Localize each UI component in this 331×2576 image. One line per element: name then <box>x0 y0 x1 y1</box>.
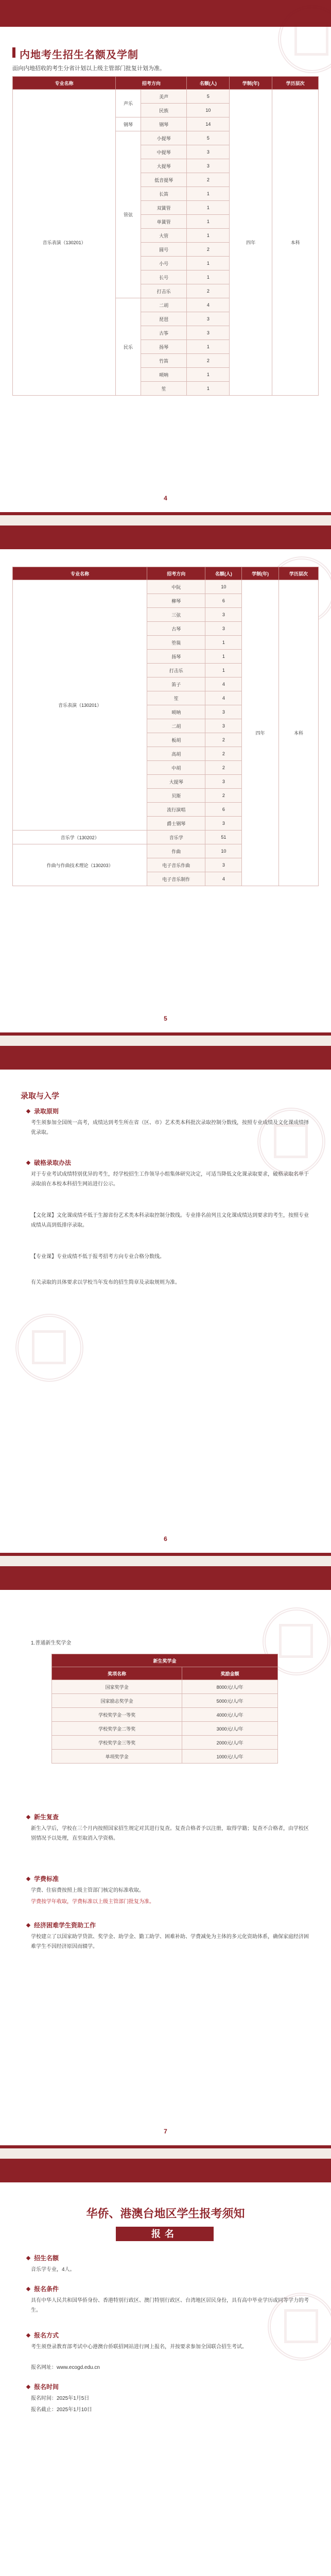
page-3 <box>0 1046 331 1556</box>
direction-cell: 板胡 <box>147 733 205 747</box>
direction-cell: 大管 <box>141 229 187 243</box>
quota-cell: 2 <box>187 173 230 187</box>
page-2 <box>0 526 331 1036</box>
amount-cell: 5000元/人/年 <box>182 1694 278 1708</box>
direction-cell: 民族 <box>141 104 187 117</box>
direction-cell: 唢呐 <box>147 705 205 719</box>
quota-cell: 5 <box>187 90 230 104</box>
quota-cell: 3 <box>205 608 242 622</box>
table-row <box>52 1694 278 1708</box>
quota-cell: 2 <box>187 243 230 257</box>
quota-cell: 1 <box>187 201 230 215</box>
bullet-icon <box>26 2256 30 2260</box>
header-years: 学制(年) <box>242 567 278 580</box>
years-cell: 四年 <box>230 90 272 396</box>
bullet-icon <box>26 1161 30 1165</box>
major-cell: 音乐学（130202） <box>13 831 147 844</box>
amount-cell: 3000元/人/年 <box>182 1722 278 1736</box>
direction-cell: 扬琴 <box>147 650 205 664</box>
level-cell: 本科 <box>272 90 319 396</box>
paragraph: 有关录取的具体要求以学校当年发布的招生简章及录取规则为准。 <box>31 1280 180 1285</box>
quota-cell: 3 <box>205 719 242 733</box>
direction-cell: 笙 <box>141 382 187 396</box>
page-title: 内地考生招生名额及学制 <box>20 49 138 61</box>
top-band <box>0 526 331 549</box>
direction-cell: 电子音乐作曲 <box>147 858 205 872</box>
direction-cell: 爵士钢琴 <box>147 817 205 831</box>
table-row <box>52 1736 278 1750</box>
direction-cell: 美声 <box>141 90 187 104</box>
direction-cell: 扬琴 <box>141 340 187 354</box>
paragraph: 学费、住宿费按照上级主管部门核定的标准收取。 <box>31 1888 144 1893</box>
direction-cell: 琵琶 <box>141 312 187 326</box>
page-number: 7 <box>164 2128 167 2135</box>
quota-cell: 10 <box>205 844 242 858</box>
paragraph: 【专业课】专业成绩不低于报考招考方向专业合格分数线。 <box>31 1254 165 1260</box>
direction-cell: 贝斯 <box>147 789 205 803</box>
quota-cell: 3 <box>187 326 230 340</box>
paragraph: 报名截止：2025年1月10日 <box>31 2407 92 2413</box>
direction-cell: 电子音乐制作 <box>147 872 205 886</box>
paragraph: 【文化课】文化课成绩不低于生源省份艺术类本科录取控制分数线。专业排名前列且文化课成绩达到要求的考生，按照专业成绩从高到低排序录取。 <box>31 1213 309 1228</box>
award-cell: 学校奖学金二等奖 <box>52 1722 182 1736</box>
page-5 <box>0 2159 331 2576</box>
direction-cell: 三弦 <box>147 608 205 622</box>
years-cell: 四年 <box>242 580 278 886</box>
page-number: 4 <box>164 495 167 502</box>
quota-cell: 2 <box>205 733 242 747</box>
direction-cell: 二胡 <box>147 719 205 733</box>
direction-cell: 笙 <box>147 691 205 705</box>
quota-cell: 1 <box>187 270 230 284</box>
top-band <box>0 0 331 27</box>
quota-cell: 1 <box>205 650 242 664</box>
table-row <box>13 580 319 594</box>
subsection-title: 报名方式 <box>34 2332 59 2339</box>
table-row <box>52 1750 278 1764</box>
table-row <box>13 90 319 104</box>
table-row <box>52 1708 278 1722</box>
decorative-seal <box>15 1314 83 1382</box>
quota-cell: 2 <box>187 354 230 368</box>
quota-cell: 14 <box>187 117 230 131</box>
subsection-title: 新生复查 <box>34 1814 59 1821</box>
header-major: 专业名称 <box>13 77 116 90</box>
quota-cell: 1 <box>187 187 230 201</box>
direction-cell: 古筝 <box>141 326 187 340</box>
section-title: 录取与入学 <box>21 1092 60 1100</box>
direction-cell: 中阮 <box>147 580 205 594</box>
bullet-icon <box>26 1815 30 1819</box>
direction-cell: 唢呐 <box>141 368 187 382</box>
award-cell: 国家奖学金 <box>52 1680 182 1694</box>
subsection-title: 经济困难学生资助工作 <box>34 1922 96 1929</box>
direction-cell: 小号 <box>141 257 187 270</box>
amount-cell: 1000元/人/年 <box>182 1750 278 1764</box>
top-band <box>0 1046 331 1070</box>
direction-cell: 长号 <box>141 270 187 284</box>
direction-cell: 中提琴 <box>141 145 187 159</box>
group-cell: 钢琴 <box>116 117 141 131</box>
direction-cell: 二胡 <box>141 298 187 312</box>
quota-cell: 2 <box>205 789 242 803</box>
direction-cell: 钢琴 <box>141 117 187 131</box>
bullet-icon <box>26 2385 30 2389</box>
bottom-band <box>0 1553 331 1556</box>
direction-cell: 小提琴 <box>141 131 187 145</box>
bottom-band <box>0 1032 331 1036</box>
group-cell: 声乐 <box>116 90 141 117</box>
direction-cell: 高胡 <box>147 747 205 761</box>
quota-cell: 1 <box>187 229 230 243</box>
direction-cell: 打击乐 <box>147 664 205 677</box>
header-award: 奖项名称 <box>52 1667 182 1680</box>
direction-cell: 大提琴 <box>141 159 187 173</box>
direction-cell: 流行演唱 <box>147 803 205 817</box>
direction-cell: 大提琴 <box>147 775 205 789</box>
page-title: 华侨、港澳台地区学生报考须知 <box>86 2207 245 2220</box>
direction-cell: 作曲 <box>147 844 205 858</box>
quota-cell: 51 <box>205 831 242 844</box>
bullet-icon <box>26 2333 30 2337</box>
subsection-title: 招生名额 <box>34 2255 59 2262</box>
page-number: 5 <box>164 1015 167 1022</box>
bullet-icon <box>26 2287 30 2291</box>
bullet-icon <box>26 1877 30 1881</box>
quota-cell: 4 <box>205 677 242 691</box>
quota-cell: 1 <box>187 382 230 396</box>
quota-cell: 3 <box>205 775 242 789</box>
group-cell: 民乐 <box>116 298 141 396</box>
paragraph: 具有中华人民共和国华侨身份、香港特别行政区、澳门特别行政区、台湾地区居民身份，具有高中毕业学历或同等学力的考生。 <box>31 2298 309 2313</box>
plan-note: 面向内地招收的考生分省计划以上级主管部门批复计划为准。 <box>12 65 165 72</box>
paragraph-highlight: 学费按学年收取，学费标准以上级主管部门批复为准。 <box>31 1899 154 1905</box>
paragraph: 报名时间：2025年1月5日 <box>31 2396 90 2401</box>
subsection-title: 录取原则 <box>34 1108 59 1115</box>
top-band <box>0 2159 331 2182</box>
major-cell: 音乐表演（130201） <box>13 90 116 396</box>
bullet-icon <box>26 1109 30 1113</box>
subsection-title: 报名条件 <box>34 2285 59 2293</box>
header-level: 学历层次 <box>272 77 319 90</box>
award-cell: 单项奖学金 <box>52 1750 182 1764</box>
registration-url[interactable]: 报名网址：www.ecogd.edu.cn <box>31 2365 100 2370</box>
direction-cell: 竹笛 <box>141 354 187 368</box>
bottom-band <box>0 512 331 515</box>
award-cell: 学校奖学金三等奖 <box>52 1736 182 1750</box>
award-cell: 学校奖学金一等奖 <box>52 1708 182 1722</box>
page-number: 6 <box>164 1535 167 1543</box>
header-quota: 名额(人) <box>187 77 230 90</box>
table-title: 新生奖学金 <box>52 1654 278 1667</box>
major-cell: 作曲与作曲技术理论（130203） <box>13 844 147 886</box>
header-level: 学历层次 <box>278 567 318 580</box>
direction-cell: 单簧管 <box>141 215 187 229</box>
direction-cell: 打击乐 <box>141 284 187 298</box>
direction-cell: 长笛 <box>141 187 187 201</box>
quota-table-continued <box>12 567 319 886</box>
direction-cell: 古琴 <box>147 622 205 636</box>
quota-cell: 2 <box>205 747 242 761</box>
bullet-icon <box>26 1923 30 1927</box>
bottom-band <box>0 2145 331 2148</box>
direction-cell: 柳琴 <box>147 594 205 608</box>
quota-cell: 4 <box>205 872 242 886</box>
award-cell: 国家励志奖学金 <box>52 1694 182 1708</box>
quota-cell: 1 <box>187 368 230 382</box>
quota-cell: 5 <box>187 131 230 145</box>
subsection-title: 学费标准 <box>34 1875 59 1883</box>
group-cell: 管弦 <box>116 131 141 298</box>
direction-cell: 中胡 <box>147 761 205 775</box>
header-direction: 招考方向 <box>116 77 187 90</box>
subsection-title: 报名时间 <box>34 2383 59 2391</box>
subsection-title: 破格录取办法 <box>34 1159 72 1166</box>
title-accent <box>12 47 15 58</box>
quota-cell: 2 <box>205 761 242 775</box>
header-major: 专业名称 <box>13 567 147 580</box>
amount-cell: 4000元/人/年 <box>182 1708 278 1722</box>
paragraph: 考生须登录教育部考试中心港澳台侨联招网站进行网上报名，并按要求参加全国联合招生考试。 <box>31 2344 247 2350</box>
quota-cell: 3 <box>205 705 242 719</box>
quota-cell: 1 <box>187 340 230 354</box>
quota-cell: 6 <box>205 594 242 608</box>
direction-cell: 圆号 <box>141 243 187 257</box>
quota-cell: 2 <box>187 284 230 298</box>
quota-cell: 3 <box>205 817 242 831</box>
paragraph: 新生入学后，学校在三个月内按照国家招生规定对其进行复查。复查合格者予以注册，取得学籍；复查不合格者，由学校区别情况予以处理，直至取消入学资格。 <box>31 1826 309 1841</box>
page-1 <box>0 0 331 515</box>
quota-cell: 3 <box>187 312 230 326</box>
direction-cell: 音乐学 <box>147 831 205 844</box>
paragraph: 学校建立了以国家助学贷款、奖学金、助学金、勤工助学、困难补助、学费减免为主体的多元化资助体系，确保家庭经济困难学生不因经济原因而辍学。 <box>31 1934 309 1950</box>
quota-cell: 1 <box>205 636 242 650</box>
quota-cell: 6 <box>205 803 242 817</box>
amount-cell: 8000元/人/年 <box>182 1680 278 1694</box>
quota-cell: 4 <box>187 298 230 312</box>
level-cell: 本科 <box>278 580 318 886</box>
direction-cell: 低音提琴 <box>141 173 187 187</box>
header-direction: 招考方向 <box>147 567 205 580</box>
section-banner: 报名 <box>116 2227 214 2241</box>
direction-cell: 箜篌 <box>147 636 205 650</box>
header-years: 学制(年) <box>230 77 272 90</box>
header-amount: 奖励金额 <box>182 1667 278 1680</box>
caption: 1.普通新生奖学金 <box>31 1640 72 1646</box>
scholarship-table <box>51 1654 278 1764</box>
quota-table <box>12 76 319 396</box>
paragraph: 考生须参加全国统一高考，成绩达到考生所在省（区、市）艺术类本科批次录取控制分数线，按照专业成绩及文化课成绩择优录取。 <box>31 1120 309 1136</box>
quota-cell: 10 <box>205 580 242 594</box>
direction-cell: 双簧管 <box>141 201 187 215</box>
table-row <box>52 1680 278 1694</box>
quota-cell: 10 <box>187 104 230 117</box>
quota-cell: 3 <box>205 858 242 872</box>
page-4 <box>0 1566 331 2148</box>
amount-cell: 2000元/人/年 <box>182 1736 278 1750</box>
quota-cell: 3 <box>187 159 230 173</box>
header-quota: 名额(人) <box>205 567 242 580</box>
top-band <box>0 1566 331 1590</box>
major-cell: 音乐表演（130201） <box>13 580 147 831</box>
quota-cell: 3 <box>187 145 230 159</box>
quota-cell: 4 <box>205 691 242 705</box>
quota-cell: 1 <box>205 664 242 677</box>
quota-cell: 1 <box>187 257 230 270</box>
direction-cell: 笛子 <box>147 677 205 691</box>
quota-cell: 1 <box>187 215 230 229</box>
paragraph: 音乐学专业，4人。 <box>31 2267 75 2273</box>
quota-cell: 3 <box>205 622 242 636</box>
paragraph: 对于专业考试成绩特别优异的考生，经学校招生工作领导小组集体研究决定，可适当降低文化课录取要求，破格录取名单于录取前在本校本科招生网站进行公示。 <box>31 1172 309 1187</box>
table-row <box>52 1722 278 1736</box>
